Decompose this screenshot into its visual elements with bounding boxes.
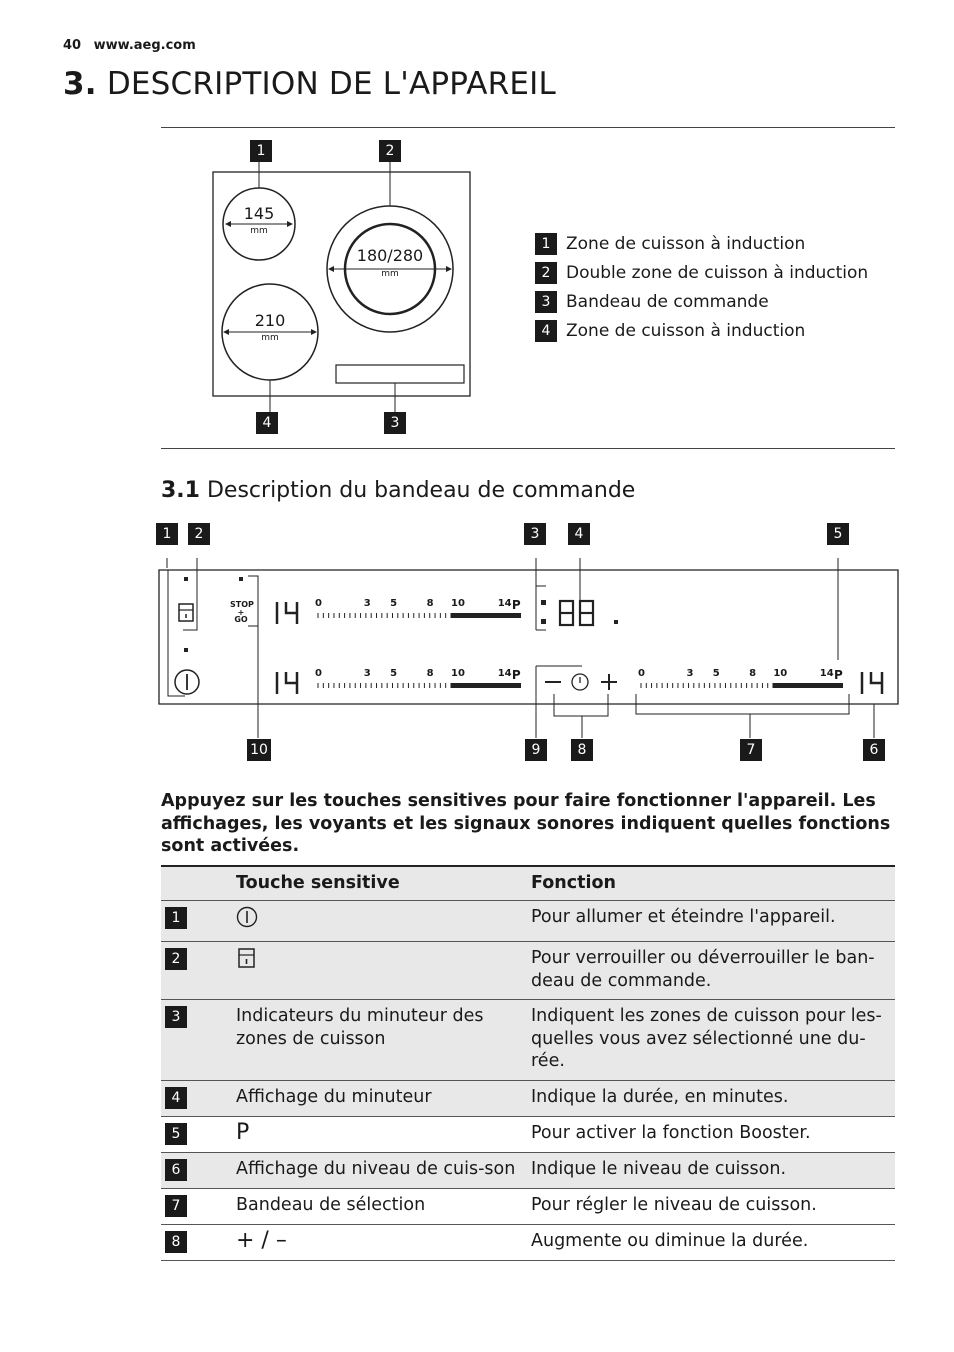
scale-label: P [833,668,843,682]
arrow-head [223,329,229,335]
timer-indicator-dot [541,619,546,624]
section-title [63,66,556,102]
function-table [161,865,895,1261]
slider-boost-bar [451,613,521,618]
level-display-bottom [277,672,297,694]
level-display-right [862,672,882,694]
zone-size-180-280: 180/280 [356,246,424,265]
row-function: Pour activer la fonction Booster. [531,1122,811,1143]
legend-number: 3 [535,291,557,313]
panel-callout-7: 7 [740,739,762,761]
table-header-key: Touche sensitive [236,866,531,900]
row-key: Affichage du niveau de cuis-son [236,1152,531,1188]
arrow-head [328,266,334,272]
scale-label: 14 [497,598,512,609]
table-row [161,1116,895,1152]
scale-label: 0 [638,668,645,679]
hob-diagram [161,128,491,438]
scale-label: 10 [773,668,788,679]
row-number: 1 [165,907,187,929]
section-number: 3. [63,66,97,102]
callout-2: 2 [379,140,401,162]
go-label: GO [234,615,248,624]
scale-label: P [511,668,521,682]
legend-text: Bandeau de commande [566,291,769,312]
legend-text: Zone de cuisson à induction [566,320,806,341]
selection-slider-top [318,613,521,618]
zone-size-210: 210 [254,311,286,330]
row-function: Augmente ou diminue la durée. [531,1230,809,1251]
scale-label: 8 [426,668,434,679]
scale-label: 5 [390,598,398,609]
row-function: Indique le niveau de cuisson. [531,1152,895,1188]
legend-text: Zone de cuisson à induction [566,233,806,254]
row-key: Affichage du minuteur [236,1080,531,1116]
panel-callout-5: 5 [827,523,849,545]
row-function: Pour régler le niveau de cuisson. [531,1194,817,1215]
zone-unit-180-280: mm [381,269,399,279]
callout-3: 3 [384,412,406,434]
intro-text: Appuyez sur les touches sensitives pour faire fonctionner l'appareil. Les affichages, les voyants et les signaux sonores indiquent quelles fonctions sont activées. [161,791,891,856]
row-number: 4 [165,1087,187,1109]
legend-text: Double zone de cuisson à induction [566,262,869,283]
table-row [161,1224,895,1260]
control-panel-diagram [150,520,910,770]
scale-label: 8 [749,668,757,679]
timer-indicator-dot [541,600,546,605]
legend-number: 4 [535,320,557,342]
indicator-dot [184,648,188,652]
row-function: Indique la durée, en minutes. [531,1080,895,1116]
plus-minus-key: + / – [236,1227,287,1253]
scale-label: 10 [451,598,465,609]
scale-label: 5 [712,668,720,679]
scale-label: 0 [315,668,322,679]
legend-number: 1 [535,233,557,255]
control-strip [336,365,464,383]
indicator-dot [184,577,188,581]
callout-1: 1 [250,140,272,162]
scale-label: 3 [686,668,694,679]
panel-callout-9: 9 [525,739,547,761]
subsection-title-text: Description du bandeau de commande [206,478,636,503]
legend-item [535,316,868,345]
divider-middle [161,448,895,449]
legend-item [535,287,868,316]
scale-label: 14 [497,668,512,679]
panel-callout-8: 8 [571,739,593,761]
callout-4: 4 [256,412,278,434]
page-header [63,38,204,53]
page-url: www.aeg.com [93,38,196,53]
indicator-dot [239,577,243,581]
scale-label: 14 [819,668,834,679]
scale-label: 5 [390,668,398,679]
legend-item [535,229,868,258]
table-row [161,1000,895,1081]
row-number: 5 [165,1123,187,1145]
table-header-num [161,866,236,900]
panel-callout-4: 4 [568,523,590,545]
row-function: Pour allumer et éteindre l'appareil. [531,900,895,942]
subsection-number: 3.1 [161,478,200,503]
legend-number: 2 [535,262,557,284]
table-header-function: Fonction [531,866,895,900]
row-function: Indiquent les zones de cuisson pour les-quelles vous avez sélectionné une du-rée. [531,1000,895,1081]
plus-label: + [237,608,245,617]
row-number: 3 [165,1006,187,1028]
row-number: 6 [165,1159,187,1181]
scale-label: 8 [426,598,434,609]
row-number: 8 [165,1231,187,1253]
panel-callout-3: 3 [524,523,546,545]
selection-slider-bottom [318,683,521,688]
table-row [161,1080,895,1116]
table-row [161,900,895,942]
row-number: 2 [165,948,187,970]
table-header-row [161,866,895,900]
arrow-head [311,329,317,335]
stop-label: STOP [230,600,254,609]
table-row [161,942,895,1000]
zone-size-145: 145 [243,204,275,223]
panel-callout-6: 6 [863,739,885,761]
scale-label: 0 [315,598,322,609]
slider-boost-bar [773,683,843,688]
table-row [161,1152,895,1188]
page-number: 40 [63,38,82,53]
slider-boost-bar [451,683,521,688]
panel-callout-10: 10 [247,739,271,761]
hob-legend [535,229,868,345]
row-key: Indicateurs du minuteur des zones de cuisson [236,1000,531,1081]
zone-unit-210: mm [261,333,279,343]
timer-decimal-dot [614,620,618,624]
panel-callout-1: 1 [156,523,178,545]
scale-label: 3 [363,598,371,609]
arrow-head [446,266,452,272]
scale-label: P [511,598,521,612]
timer-display [560,601,593,625]
row-function: Pour verrouiller ou déverrouiller le ban-deau de commande. [531,942,895,1000]
panel-callout-2: 2 [188,523,210,545]
legend-item [535,258,868,287]
level-display-top [277,602,297,624]
booster-key: P [236,1119,250,1145]
power-icon [236,906,258,928]
lock-icon [179,604,193,621]
lock-icon [236,947,258,969]
scale-label: 10 [451,668,465,679]
scale-label: 3 [363,668,371,679]
subsection-title [161,478,635,503]
selection-slider-right [641,683,843,688]
bracket-2 [183,576,197,630]
row-number: 7 [165,1195,187,1217]
row-key: Bandeau de sélection [236,1194,426,1215]
section-title-text: DESCRIPTION DE L'APPAREIL [106,66,556,102]
table-row [161,1188,895,1224]
zone-unit-145: mm [250,226,268,236]
